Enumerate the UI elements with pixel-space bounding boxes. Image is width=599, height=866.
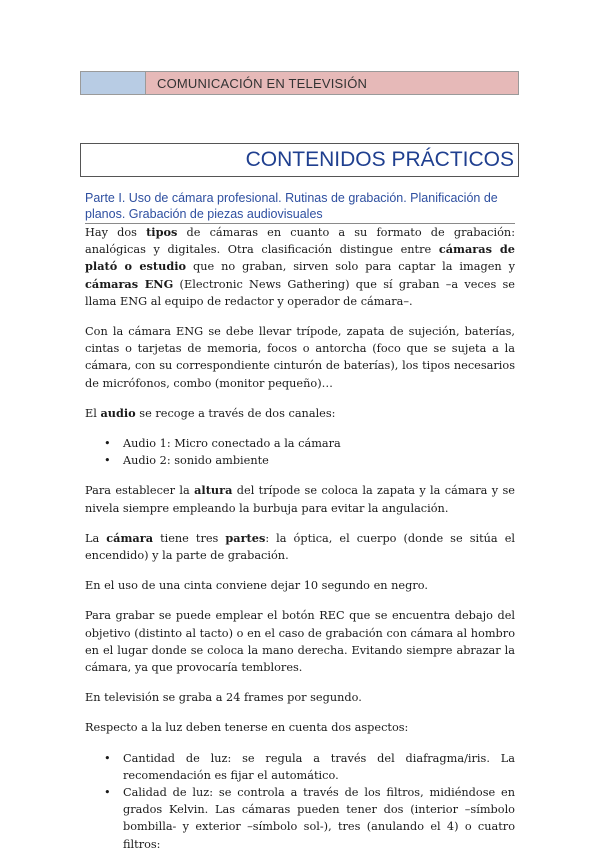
bullet-icon: • bbox=[104, 786, 111, 800]
header-color-block bbox=[81, 72, 146, 94]
bold-term: cámaras ENG bbox=[85, 276, 174, 291]
paragraph-light: Respecto a la luz deben tenerse en cuenta dos aspectos: bbox=[85, 721, 409, 735]
paragraph-frame-rate: En televisión se graba a 24 frames por segundo. bbox=[85, 691, 362, 705]
list-item-text: Cantidad de luz: se regula a través del diafragma/iris. La recomendación es fijar el automático. bbox=[123, 751, 515, 782]
text-run: Para establecer la bbox=[85, 484, 195, 498]
paragraph-tape: En el uso de una cinta conviene dejar 10 segundo en negro. bbox=[85, 579, 428, 593]
list-item bbox=[104, 784, 515, 853]
list-item-text: Audio 1: Micro conectado a la cámara bbox=[123, 437, 341, 451]
paragraph-audio bbox=[85, 405, 515, 422]
light-list bbox=[85, 750, 515, 853]
paragraph-camera-parts bbox=[85, 530, 515, 564]
text-run: que no graban, sirven solo para captar la imagen y bbox=[186, 260, 515, 274]
section-heading: Parte I. Uso de cámara profesional. Rutinas de grabación. Planificación de planos. Grabación de piezas audiovisuales bbox=[85, 190, 515, 224]
text-run: : la óptica, el cuerpo (donde se sitúa el encendido) y la parte de grabación. bbox=[85, 531, 516, 563]
bold-term: altura bbox=[194, 483, 233, 498]
audio-list bbox=[85, 435, 515, 469]
page-title: CONTENIDOS PRÁCTICOS bbox=[245, 148, 514, 171]
text-run: (Electronic News Gathering) que sí graban –a veces se llama ENG al equipo de redactor y operador de cámara–. bbox=[85, 277, 515, 308]
list-item bbox=[104, 435, 515, 452]
text-run: El bbox=[85, 406, 101, 420]
document-body bbox=[85, 224, 515, 866]
bold-term: partes bbox=[225, 530, 266, 545]
list-item-text: Calidad de luz: se controla a través de los filtros, midiéndose en grados Kelvin. Las cámaras pueden tener dos (interior –símbolo bombilla- y exterior –símbolo sol-), tres (anulando el 4) o cuatro filtros: bbox=[123, 786, 515, 851]
title-box bbox=[80, 143, 519, 177]
text-run: Hay dos bbox=[85, 226, 147, 239]
text-run: se recoge a través de dos canales: bbox=[135, 406, 336, 420]
header-title: COMUNICACIÓN EN TELEVISIÓN bbox=[157, 75, 368, 91]
bold-term: cámaras de plató o estudio bbox=[85, 242, 515, 274]
list-item bbox=[104, 452, 515, 469]
page-header bbox=[80, 71, 519, 95]
paragraph-camera-types bbox=[85, 224, 515, 310]
header-title-cell bbox=[146, 72, 518, 94]
bold-term: tipos bbox=[146, 225, 178, 239]
text-run: La bbox=[85, 531, 107, 545]
list-item bbox=[104, 750, 515, 784]
paragraph-eng-equipment: Con la cámara ENG se debe llevar trípode, zapata de sujeción, baterías, cintas o tarjetas de memoria, focos o antorcha (foco que se sujeta a la cámara, con su correspondiente cinturón de baterías), los tipos necesarios de micrófonos, combo (monitor pequeño)… bbox=[85, 325, 515, 390]
paragraph-rec-button: Para grabar se puede emplear el botón REC que se encuentra debajo del objetivo (distinto al tacto) o en el caso de grabación con cámara al hombro en el lugar donde se coloca la mano derecha. Evitando siempre abrazar la cámara, ya que provocaría temblores. bbox=[85, 609, 515, 675]
bold-term: cámara bbox=[106, 530, 154, 545]
paragraph-tripod-height bbox=[85, 482, 515, 516]
text-run: del trípode se coloca la zapata y la cámara y se nivela siempre empleando la burbuja para evitar la angulación. bbox=[85, 484, 515, 515]
bullet-icon: • bbox=[104, 751, 111, 765]
bold-term: audio bbox=[100, 405, 136, 420]
list-item-text: Audio 2: sonido ambiente bbox=[123, 454, 269, 468]
bullet-icon: • bbox=[104, 454, 111, 468]
text-run: de cámaras en cuanto a su formato de grabación: analógicas y digitales. Otra clasificación distingue entre bbox=[85, 226, 515, 257]
text-run: tiene tres bbox=[153, 531, 226, 545]
bullet-icon: • bbox=[104, 437, 111, 451]
